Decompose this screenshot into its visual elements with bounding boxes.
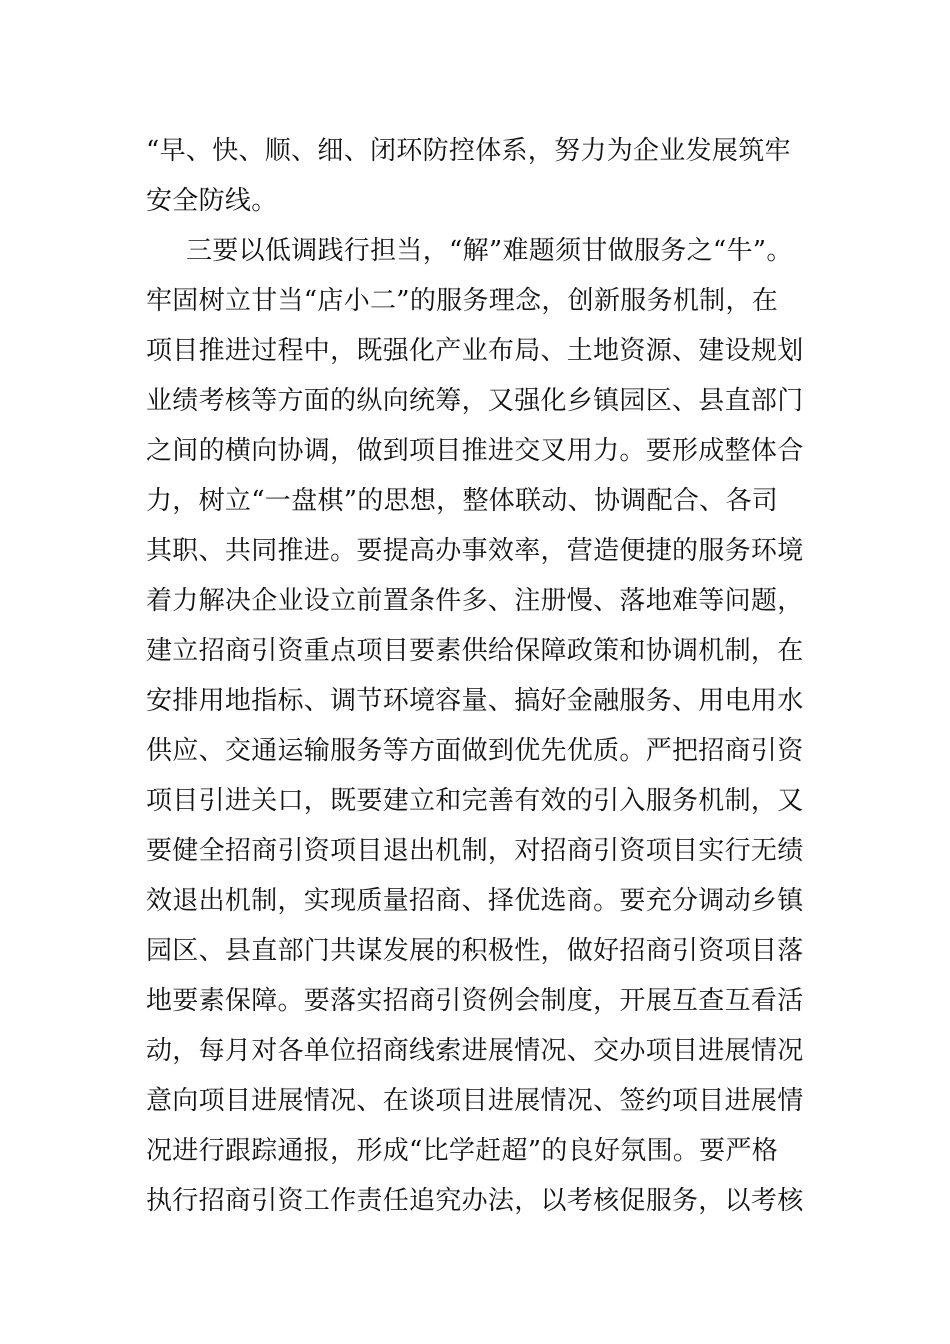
paragraph-start-line: 三要以低调践行担当，“解”难题须甘做服务之“牛”。 [186,236,793,266]
text-line: 之间的横向协调，做到项目推进交叉用力。要形成整体合 [146,436,804,466]
text-line: 其职、共同推进。要提高办事效率，营造便捷的服务环境 [146,536,804,566]
text-line: 项目引进关口，既要建立和完善有效的引入服务机制，又 [146,786,804,816]
text-line: 效退出机制，实现质量招商、择优选商。要充分调动乡镇 [146,886,804,916]
text-line: 安全防线。 [146,186,278,216]
text-line: 业绩考核等方面的纵向统筹，又强化乡镇园区、县直部门 [146,386,804,416]
text-line: 动，每月对各单位招商线索进展情况、交办项目进展情况 [146,1036,804,1066]
text-line: 园区、县直部门共谋发展的积极性，做好招商引资项目落 [146,936,804,966]
text-line: 要健全招商引资项目退出机制，对招商引资项目实行无绩 [146,836,804,866]
text-line: 意向项目进展情况、在谈项目进展情况、签约项目进展情 [146,1086,804,1116]
text-line: 安排用地指标、调节环境容量、搞好金融服务、用电用水 [146,686,804,716]
text-line: 地要素保障。要落实招商引资例会制度，开展互查互看活 [146,986,804,1016]
text-line: “早、快、顺、细、闭环防控体系，努力为企业发展筑牢 [146,136,791,166]
text-line: 况进行跟踪通报，形成“比学赶超”的良好氛围。要严格 [146,1136,779,1166]
text-line: 牢固树立甘当“店小二”的服务理念，创新服务机制，在 [146,286,779,316]
text-line: 供应、交通运输服务等方面做到优先优质。严把招商引资 [146,736,804,766]
text-line: 项目推进过程中，既强化产业布局、土地资源、建设规划 [146,336,804,366]
text-line: 执行招商引资工作责任追究办法，以考核促服务，以考核 [146,1186,804,1216]
text-line: 力，树立“一盘棋”的思想，整体联动、协调配合、各司 [146,486,779,516]
text-line: 着力解决企业设立前置条件多、注册慢、落地难等问题， [146,586,804,616]
text-line: 建立招商引资重点项目要素供给保障政策和协调机制，在 [146,636,804,666]
